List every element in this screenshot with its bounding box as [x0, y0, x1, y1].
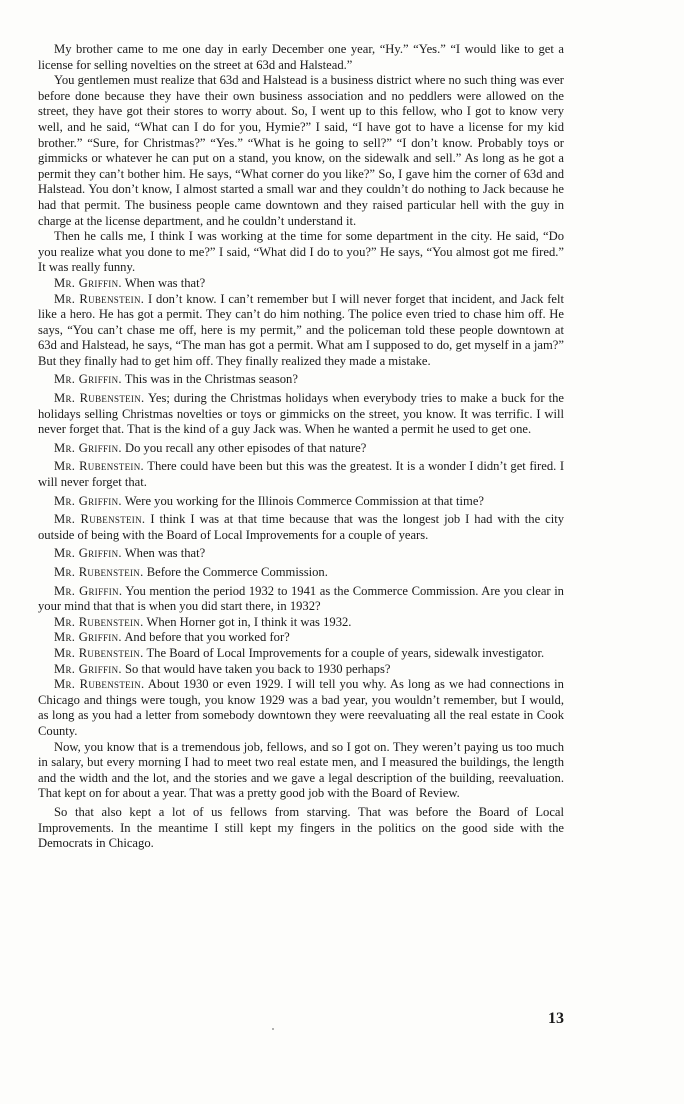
paragraph	[38, 584, 564, 615]
paragraph	[38, 805, 564, 852]
paragraph-text: Were you working for the Illinois Commerce Commission at that time?	[124, 493, 485, 508]
paragraph-text: You mention the period 1932 to 1941 as the Commerce Commission. Are you clear in your mind that that is when you did start there, in 1932?	[38, 583, 564, 614]
paragraph-text: The Board of Local Improvements for a couple of years, sidewalk investigator.	[146, 645, 545, 660]
paragraph	[38, 441, 564, 457]
paragraph-text: Yes; during the Christmas holidays when everybody tries to make a buck for the holidays selling Christmas novelties or toys or gimmicks on the street, you know. It was terrific. I will never forget that. That is the kind of a guy Jack was. When he wanted a permit he used to get one.	[38, 391, 564, 437]
paragraph-text: You gentlemen must realize that 63d and Halstead is a business district where no such thing was ever before done because they have their own business association and no peddlers were allowed on the street, they have got their stores to worry about. So, I went up to this fellow, who I got to know very well, and he said, “What can I do for you, Hymie?” I said, “I have got to have a license for my kid brother.” “Sure, for Christmas?” “Yes.” “What is he going to sell?” “I don’t know. Probably toys or gimmicks or whatever he can put on a stand, you know, on the sidewalk and sell.” As long as he got a permit they can’t bother him. He says, “What corner do you like?” So, I gave him the corner of 63d and Halstead. You don’t know, I almost started a small war and they couldn’t do nothing to Jack because he had that permit. The business people came downtown and they raised particular hell with the guy in charge at the license department, and he couldn’t understand it.	[38, 73, 564, 228]
speaker-label: Mr. Griffin.	[54, 440, 122, 455]
paragraph	[38, 292, 564, 370]
paragraph	[38, 372, 564, 388]
paragraph-text: Now, you know that is a tremendous job, fellows, and so I got on. They weren’t paying us too much in salary, but every morning I had to meet two real estate men, and I measured the buildings, the length and the width and the lot, and the stories and we gave a legal description of the building, reevaluation. That kept on for about a year. That was a pretty good job with the Board of Review.	[38, 739, 564, 801]
paragraph	[38, 229, 564, 276]
paragraph-text: And before that you worked for?	[124, 630, 290, 645]
paragraph	[38, 546, 564, 562]
paragraph	[38, 565, 564, 581]
paragraph-text: Then he calls me, I think I was working at the time for some department in the city. He said, “Do you realize what you done to me?” I said, “What did I do to you?” He says, “You almost got me fired.” It was really funny.	[38, 229, 564, 275]
speaker-label: Mr. Griffin.	[54, 546, 122, 561]
speaker-label: Mr. Griffin.	[54, 372, 122, 387]
paragraph-text: When was that?	[124, 546, 206, 561]
paragraph	[38, 391, 564, 438]
transcript-body	[38, 42, 564, 852]
speaker-label: Mr. Rubenstein.	[54, 565, 144, 579]
paragraph	[38, 615, 564, 631]
paragraph	[38, 740, 564, 802]
scan-speck	[272, 1028, 274, 1030]
speaker-label: Mr. Griffin.	[54, 493, 122, 508]
paragraph	[38, 73, 564, 229]
speaker-label: Mr. Griffin.	[54, 630, 122, 645]
paragraph-text: There could have been but this was the greatest. It is a wonder I didn’t get fired. I will never forget that.	[38, 459, 565, 490]
speaker-label: Mr. Griffin.	[54, 275, 122, 290]
paragraph	[38, 646, 564, 662]
speaker-label: Mr. Griffin.	[54, 583, 123, 598]
paragraph	[38, 459, 564, 490]
paragraph-text: So that also kept a lot of us fellows from starving. That was before the Board of Local Improvements. In the meantime I still kept my fingers in the politics on the good side with the Democrats in Chicago.	[38, 804, 564, 851]
paragraph-text: This was in the Christmas season?	[124, 372, 298, 387]
speaker-label: Mr. Griffin.	[54, 661, 122, 676]
paragraph-text: When Horner got in, I think it was 1932.	[146, 614, 352, 629]
paragraph-text: My brother came to me one day in early December one year, “Hy.” “Yes.” “I would like to get a license for selling novelties on the street at 63d and Halstead.”	[38, 42, 564, 72]
paragraph-text: So that would have taken you back to 1930 perhaps?	[125, 661, 391, 676]
paragraph	[38, 662, 564, 678]
paragraph-text: Do you recall any other episodes of that nature?	[125, 440, 367, 455]
paragraph-text: Before the Commerce Commission.	[146, 565, 328, 579]
paragraph-text: I think I was at that time because that was the longest job I had with the city outside of being with the Board of Local Improvements for a couple of years.	[38, 512, 565, 542]
page-number: 13	[548, 1010, 564, 1027]
paragraph	[38, 276, 564, 292]
paragraph	[38, 512, 564, 543]
paragraph-text: About 1930 or even 1929. I will tell you why. As long as we had connections in Chicago and things were tough, you know 1929 was a bad year, you wouldn’t remember, but I would, as long as you had a letter from somebody downtown they were reevaluating all the real estate in Cook County.	[38, 677, 564, 738]
paragraph	[38, 677, 564, 739]
speaker-label: Mr. Rubenstein.	[54, 459, 144, 474]
paragraph	[38, 42, 564, 73]
paragraph	[38, 630, 564, 646]
speaker-label: Mr. Rubenstein.	[54, 291, 145, 306]
speaker-label: Mr. Rubenstein.	[54, 645, 144, 660]
paragraph	[38, 494, 564, 510]
paragraph-text: I don’t know. I can’t remember but I will never forget that incident, and Jack felt like a hero. He has got a permit. They can’t do him nothing. The police even tried to chase him off. He says, “You can’t chase me off, here is my permit,” and the policeman told these people downtown at 63d and Halstead, he says, “The man has got a permit. What am I supposed to do, get myself in a jam?” But they finally had to get him off. They finally realized they made a mistake.	[38, 291, 564, 368]
speaker-label: Mr. Rubenstein.	[54, 677, 145, 692]
speaker-label: Mr. Rubenstein.	[54, 614, 144, 629]
speaker-label: Mr. Rubenstein.	[54, 512, 146, 527]
speaker-label: Mr. Rubenstein.	[54, 391, 145, 406]
paragraph-text: When was that?	[124, 275, 206, 290]
